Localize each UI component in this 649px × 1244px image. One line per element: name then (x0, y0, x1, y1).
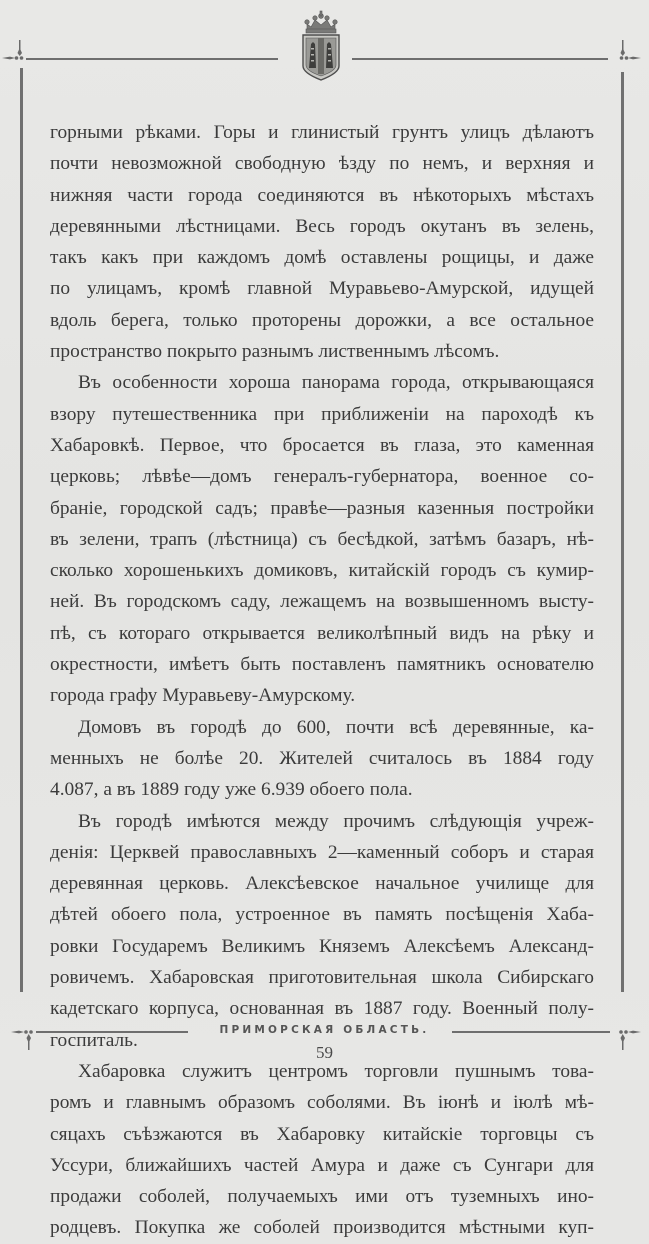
text-line: Хабаровкѣ. Первое, что бросается въ глаза, это каменная (50, 434, 594, 456)
right-border-rule (621, 72, 624, 992)
text-line: родцевъ. Покупка же соболей производится мѣстными куп- (50, 1217, 594, 1239)
left-border-rule (20, 68, 23, 992)
text-line: окрестности, имѣетъ быть поставленъ памятникъ основателю (50, 654, 594, 676)
text-line: браніе, городской садъ; правѣе—разныя казенныя постройки (50, 497, 594, 519)
running-footer-title: ПРИМОРСКАЯ ОБЛАСТЬ. (219, 1024, 430, 1036)
text-line: продажи соболей, получаемыхъ ими отъ туземныхъ ино- (50, 1186, 594, 1208)
text-line: взору путешественника при приближеніи на пароходѣ къ (50, 403, 594, 425)
top-left-ornament-icon (0, 38, 40, 78)
text-line: ней. Въ городскомъ саду, лежащемъ на возвышенномъ высту- (50, 591, 594, 613)
text-line: Хабаровка служитъ центромъ торговли пушнымъ това- (78, 1060, 594, 1082)
text-line: сяцахъ съѣзжаются въ Хабаровку китайскіе торговцы съ (50, 1123, 594, 1145)
text-line: сколько хорошенькихъ домиковъ, китайскій городъ съ кумир- (50, 560, 594, 582)
text-line: дѣтей обоего пола, устроенное въ память посѣщенія Хаба- (50, 904, 594, 926)
text-line: деревянными лѣстницами. Весь городъ окутанъ въ зелень, (50, 215, 594, 237)
text-line: такъ какъ при каждомъ домѣ оставлены рощицы, и даже (50, 247, 594, 269)
text-line: города графу Муравьеву-Амурскому. (50, 685, 356, 707)
text-line: госпиталь. (50, 1029, 138, 1051)
text-line: пѣ, съ котораго открывается великолѣпный видъ на рѣку и (50, 622, 594, 644)
text-line: Въ городѣ имѣются между прочимъ слѣдующія учреж- (78, 810, 594, 832)
text-line: кадетскаго корпуса, основанная въ 1887 году. Военный полу- (50, 998, 594, 1020)
page-number: 59 (316, 1043, 333, 1062)
text-line: почти невозможной свободную ѣзду по немъ, и верхняя и (50, 153, 594, 175)
text-line: горными рѣками. Горы и глинистый грунтъ улицъ дѣлаютъ (50, 122, 594, 143)
body-text (50, 117, 594, 1244)
text-line: въ зелени, трапъ (лѣстница) съ бесѣдкой, затѣмъ базаръ, нѣ- (50, 528, 594, 550)
text-line: менныхъ не болѣе 20. Жителей считалось въ 1884 году (50, 747, 594, 769)
text-line: Уссури, ближайшихъ частей Амура и даже съ Сунгари для (50, 1154, 594, 1176)
text-line: церковь; лѣвѣе—домъ генералъ-губернатора, военное со- (50, 466, 594, 488)
top-rule-left (26, 58, 278, 60)
text-line: ровичемъ. Хабаровская приготовительная школа Сибирскаго (50, 967, 594, 989)
text-line: нижняя части города соединяются въ нѣкоторыхъ мѣстахъ (50, 184, 594, 206)
coat-of-arms-icon (299, 10, 343, 82)
text-line: денія: Церквей православныхъ 2—каменный соборъ и старая (50, 841, 594, 863)
text-line: ровки Государемъ Великимъ Княземъ Алексѣемъ Александ- (50, 935, 594, 957)
text-line: ромъ и главнымъ образомъ соболями. Въ іюнѣ и іюлѣ мѣ- (50, 1092, 594, 1114)
top-rule-right (352, 58, 608, 60)
top-right-ornament-icon (603, 38, 643, 78)
text-line: деревянная церковь. Алексѣевское начальное училище для (50, 873, 594, 895)
text-line: Въ особенности хороша панорама города, открывающаяся (78, 372, 594, 394)
text-line: по улицамъ, кромѣ главной Муравьево-Амурской, идущей (50, 278, 594, 300)
text-line: пространство покрыто разнымъ лиственнымъ лѣсомъ. (50, 341, 500, 363)
text-line: 4.087, а въ 1889 году уже 6.939 обоего пола. (50, 779, 413, 801)
text-line: вдоль берега, только проторены дорожки, а все остальное (50, 309, 594, 331)
text-line: Домовъ въ городѣ до 600, почти всѣ деревянные, ка- (78, 716, 594, 738)
